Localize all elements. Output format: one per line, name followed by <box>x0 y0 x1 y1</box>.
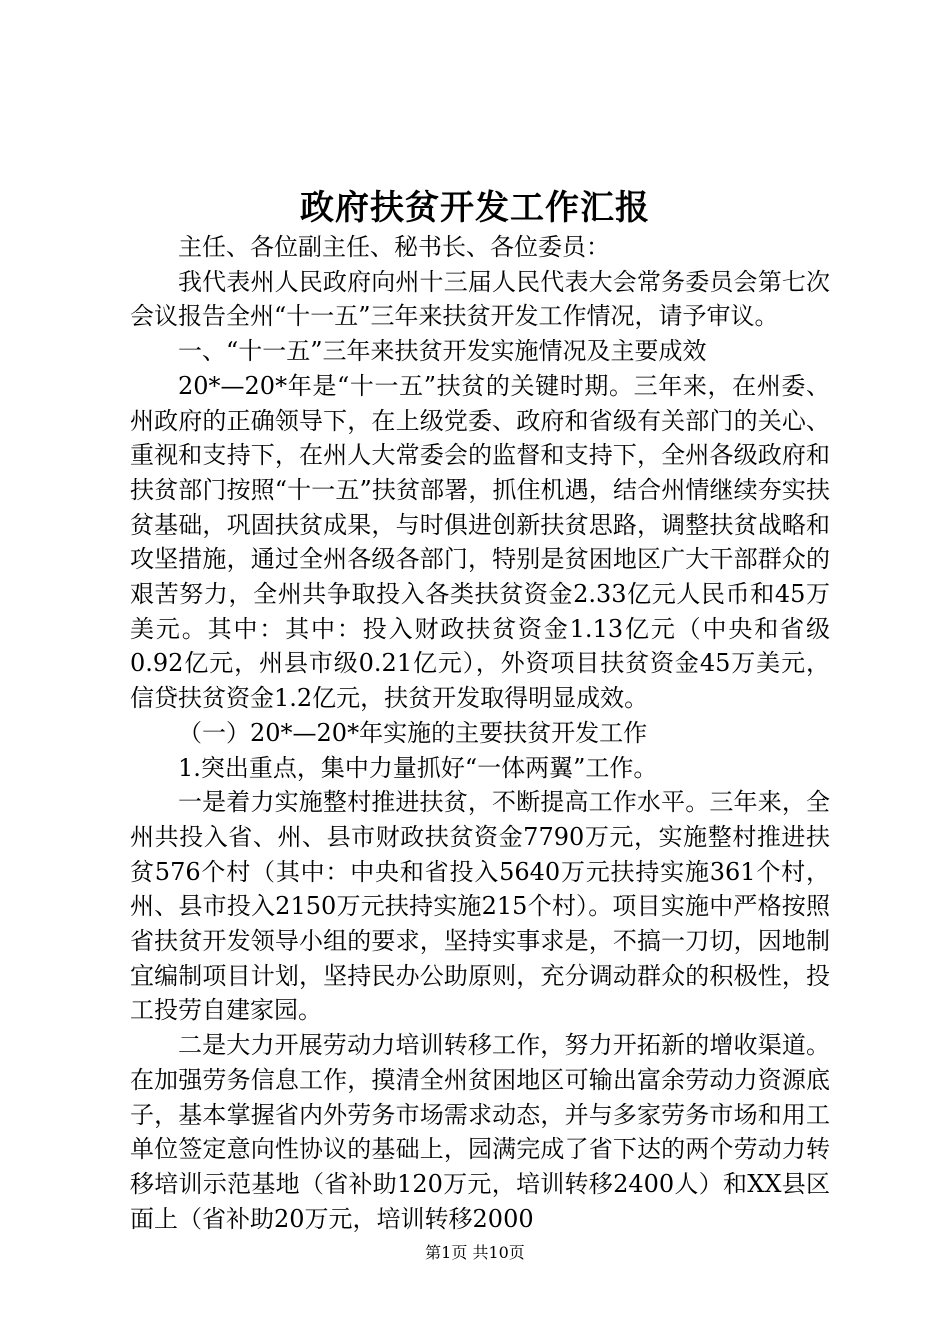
paragraph-salutation: 主任、各位副主任、秘书长、各位委员： <box>178 233 610 261</box>
paragraph-village-poverty: 一是着力实施整村推进扶贫，不断提高工作水平。三年来，全州共投入省、州、县市财政扶贫资金7790万元，实施整村推进扶贫576个村（其中：中央和省投入5640万元扶持实施361个村，州、县市投入2150万元扶持实施215个村）。项目实施中严格按照省扶贫开发领导小组的要求，坚持实事求是，不搞一刀切，因地制宜编制项目计划，坚持民办公助原则，充分调动群众的积极性，投工投劳自建家园。 <box>130 788 830 1025</box>
subsection-heading-1: （一）20*—20*年实施的主要扶贫开发工作 <box>178 718 648 747</box>
document-title: 政府扶贫开发工作汇报 <box>300 188 650 228</box>
paragraph-intro: 我代表州人民政府向州十三届人民代表大会常务委员会第七次会议报告全州“十一五”三年来扶贫开发工作情况，请予审议。 <box>130 267 830 331</box>
paragraph-labor-training: 二是大力开展劳动力培训转移工作，努力开拓新的增收渠道。在加强劳务信息工作，摸清全州贫困地区可输出富余劳动力资源底子，基本掌握省内外劳务市场需求动态，并与多家劳务市场和用工单位签定意向性协议的基础上，园满完成了省下达的两个劳动力转移培训示范基地（省补助120万元，培训转移2400人）和XX县区面上（省补助20万元，培训转移2000 <box>130 1031 830 1233</box>
section-heading-1: 一、“十一五”三年来扶贫开发实施情况及主要成效 <box>178 337 707 366</box>
document-body <box>130 230 830 1236</box>
paragraph-overview: 20*—20*年是“十一五”扶贫的关键时期。三年来，在州委、州政府的正确领导下，在上级党委、政府和省级有关部门的关心、重视和支持下，在州人大常委会的监督和支持下，全州各级政府和扶贫部门按照“十一五”扶贫部署，抓住机遇，结合州情继续夯实扶贫基础，巩固扶贫成果，与时俱进创新扶贫思路，调整扶贫战略和攻坚措施，通过全州各级各部门，特别是贫困地区广大干部群众的艰苦努力，全州共争取投入各类扶贫资金2.33亿元人民币和45万美元。其中：其中：投入财政扶贫资金1.13亿元（中央和省级0.92亿元，州县市级0.21亿元），外资项目扶贫资金45万美元，信贷扶贫资金1.2亿元，扶贫开发取得明显成效。 <box>130 371 830 713</box>
page-footer: 第1页 共10页 <box>425 1243 525 1262</box>
item-heading-1: 1.突出重点，集中力量抓好“一体两翼”工作。 <box>178 753 658 782</box>
